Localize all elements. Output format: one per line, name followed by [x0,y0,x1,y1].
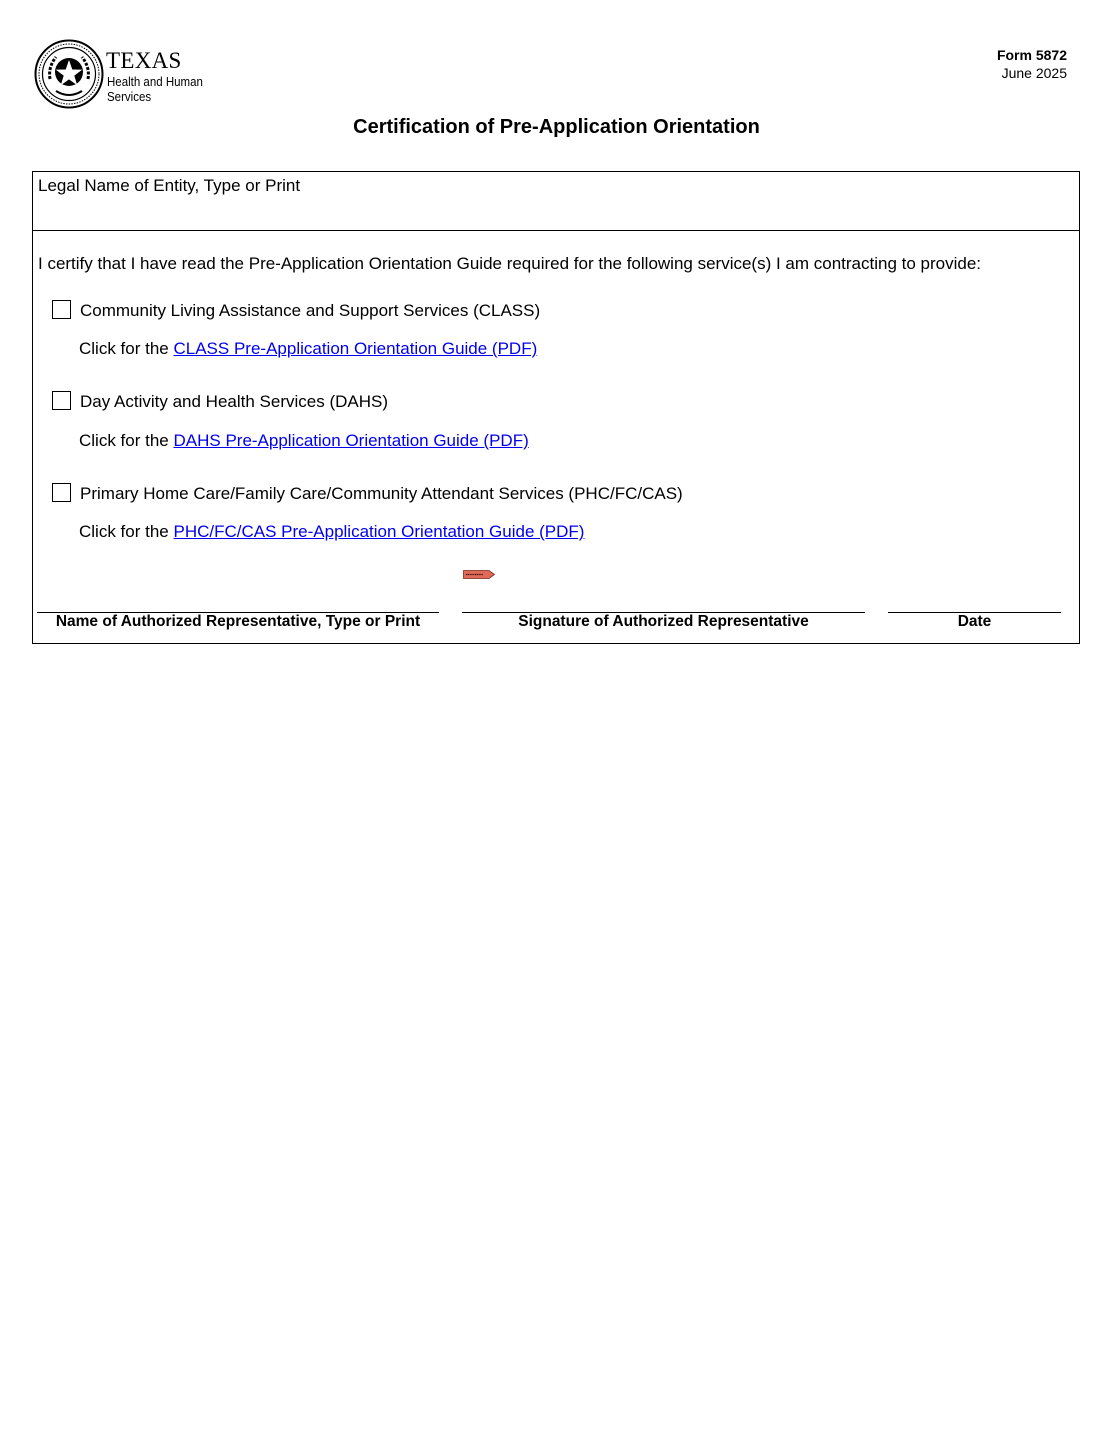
phc-checkbox[interactable] [52,483,71,502]
guide-line-class [79,339,537,359]
class-checkbox[interactable] [52,300,71,319]
guide-prefix-phc: Click for the [79,522,174,541]
entity-name-field[interactable] [33,172,1079,231]
form-number: Form 5872 [996,47,1067,63]
texas-hhs-seal-icon [34,39,104,109]
agency-subtitle [107,75,203,105]
certification-statement: I certify that I have read the Pre-Application Orientation Guide required for the following service(s) I am contracting to provide: [38,254,982,273]
name-label: Name of Authorized Representative, Type or Print [55,613,421,630]
agency-subtitle-line1: Health and Human [107,75,203,89]
phc-guide-link[interactable]: PHC/FC/CAS Pre-Application Orientation Guide (PDF) [173,522,585,541]
service-label-phc: Primary Home Care/Family Care/Community Attendant Services (PHC/FC/CAS) [80,484,683,503]
service-option-phc [52,484,683,504]
guide-prefix-class: Click for the [79,339,174,358]
date-label: Date [957,613,992,630]
service-option-class [52,301,540,321]
guide-line-dahs [79,431,529,451]
dahs-guide-link[interactable]: DAHS Pre-Application Orientation Guide (PDF) [173,431,529,450]
signature-label: Signature of Authorized Representative [518,613,809,630]
form-identifier [997,46,1067,82]
entity-name-label: Legal Name of Entity, Type or Print [38,176,301,195]
agency-subtitle-line2: Services [107,90,152,104]
service-label-class: Community Living Assistance and Support Services (CLASS) [80,301,541,320]
dahs-checkbox[interactable] [52,391,71,410]
agency-name: TEXAS [106,48,182,73]
sign-here-flag-icon[interactable] [463,570,495,579]
guide-prefix-dahs: Click for the [79,431,174,450]
agency-logo [34,39,214,111]
form-date: June 2025 [1001,65,1067,81]
certification-form [32,171,1080,644]
service-option-dahs [52,392,388,412]
page-title: Certification of Pre-Application Orientation [353,116,760,138]
guide-line-phc [79,522,584,542]
class-guide-link[interactable]: CLASS Pre-Application Orientation Guide (PDF) [173,339,538,358]
service-label-dahs: Day Activity and Health Services (DAHS) [80,392,388,411]
